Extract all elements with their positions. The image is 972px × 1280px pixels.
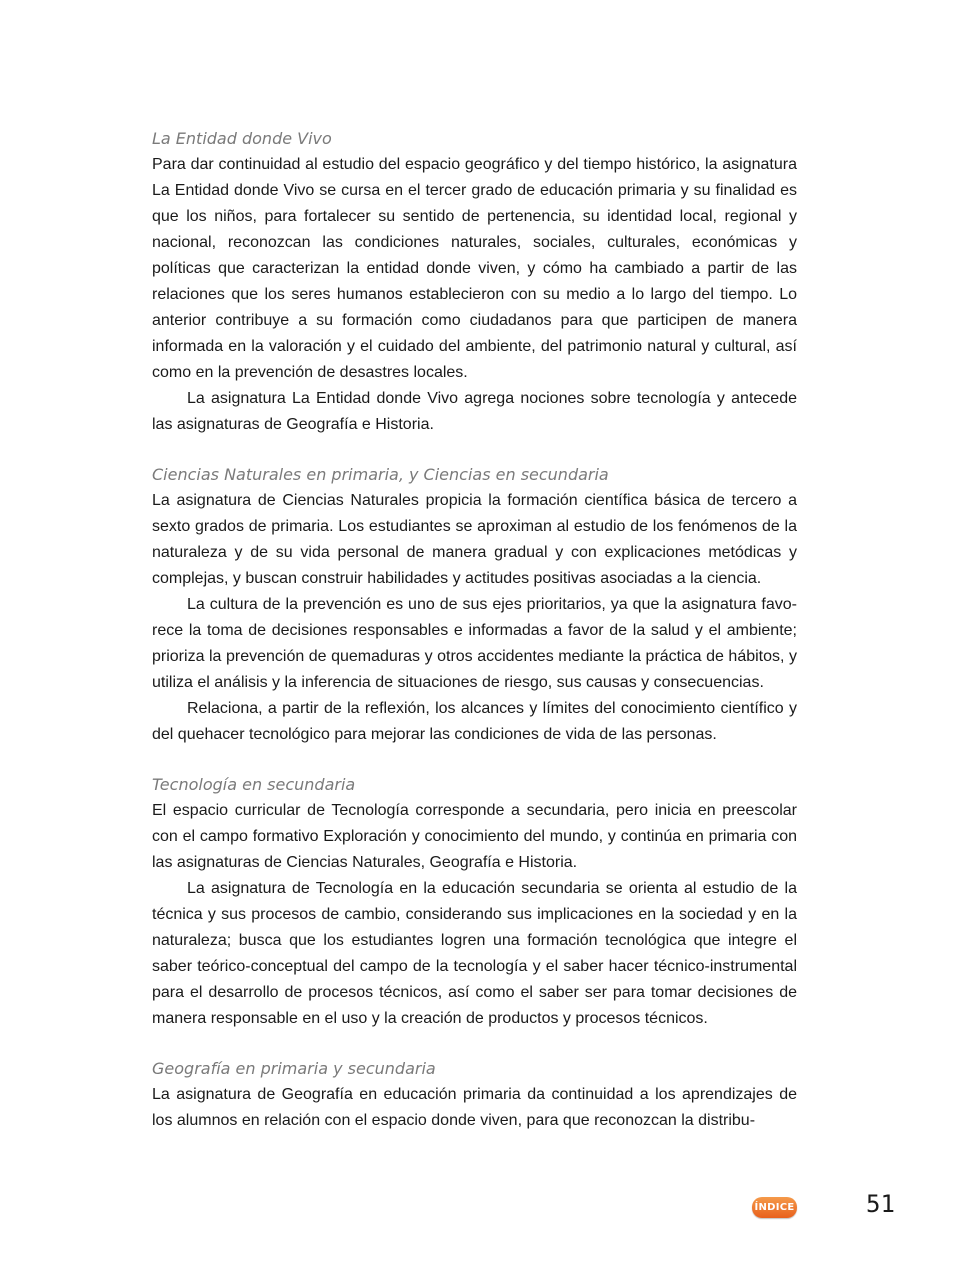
section-ciencias	[152, 462, 797, 748]
section-tecnologia	[152, 772, 797, 1032]
section-geografia	[152, 1056, 797, 1134]
index-button[interactable]: ÍNDICE	[752, 1197, 797, 1218]
section-title: La Entidad donde Vivo	[152, 129, 332, 148]
paragraph: El espacio curricular de Tecnología corresponde a secundaria, pero inicia en preescolar con el campo formativo Exploración y conocimiento del mundo, y continúa en primaria con las asignaturas de Ciencias Naturales, Geografía e Historia.	[152, 802, 797, 871]
paragraph: Relaciona, a partir de la reflexión, los alcances y límites del conocimiento científico y del quehacer tecnológico para mejorar las condiciones de vida de las personas.	[152, 700, 797, 743]
section-entidad	[152, 126, 797, 438]
paragraph: La asignatura de Tecnología en la educación secundaria se orienta al estudio de la técnica y sus procesos de cambio, considerando sus implicaciones en la sociedad y en la naturaleza; busca que los estudiantes logren una formación tecnológica que integre el saber teórico-conceptual del campo de la tecnología y el saber hacer técnico-instrumental para el desarrollo de procesos técnicos, así como el saber ser para tomar decisiones de manera responsable en el uso y la creación de productos y procesos técnicos.	[152, 880, 797, 1027]
paragraph: La asignatura de Ciencias Naturales propicia la formación científica básica de tercero a sexto grados de primaria. Los estudiantes se aproximan al estudio de los fenómenos de la naturaleza y de su vida personal de manera gradual y con explicaciones metódicas y complejas, y buscan construir habilidades y actitudes positivas asociadas a la ciencia.	[152, 492, 797, 587]
paragraph: La asignatura de Geografía en educación primaria da continuidad a los aprendizajes de los alumnos en relación con el espacio donde viven, para que reconozcan la distribu-	[152, 1086, 797, 1129]
paragraph: Para dar continuidad al estudio del espacio geográfico y del tiempo histórico, la asignatura La Entidad donde Vivo se cursa en el tercer grado de educación primaria y su finalidad es que los niños, para fortalecer su sentido de pertenencia, su identidad local, regional y nacional, reconozcan las condiciones naturales, sociales, culturales, económicas y políticas que caracterizan la entidad donde viven, y cómo ha cambiado a partir de las relaciones que los seres humanos establecieron con su medio a lo largo del tiempo. Lo anterior contribuye a su formación como ciudadanos para que participen de manera informada en la valoración y el cuidado del ambiente, del patrimonio natural y cultural, así como en la prevención de desastres locales.	[152, 156, 797, 381]
paragraph: La cultura de la prevención es uno de sus ejes prioritarios, ya que la asignatura favorece la toma de decisiones responsables e informadas a favor de la salud y el ambiente; prioriza la prevención de quemaduras y otros accidentes mediante la práctica de hábitos, y utiliza el análisis y la inferencia de situaciones de riesgo, sus causas y consecuencias.	[152, 596, 797, 691]
paragraph: La asignatura La Entidad donde Vivo agrega nociones sobre tecnología y antecede las asignaturas de Geografía e Historia.	[152, 390, 797, 433]
section-title: Tecnología en secundaria	[152, 775, 356, 794]
section-title: Geografía en primaria y secundaria	[152, 1059, 436, 1078]
document-body	[152, 126, 797, 1158]
section-title: Ciencias Naturales en primaria, y Ciencias en secundaria	[152, 465, 609, 484]
page-number: 51	[866, 1190, 895, 1218]
